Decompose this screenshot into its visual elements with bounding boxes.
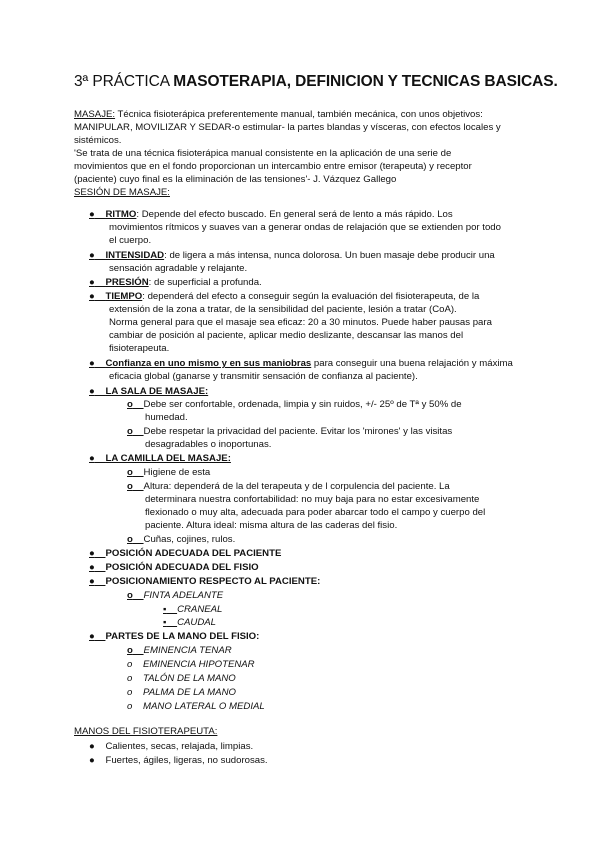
- bullet-glyph: ●: [89, 358, 95, 369]
- intro-line-3: sistémicos.: [74, 135, 122, 146]
- tiempo-line-4: cambiar de posición al paciente, aplicar medio deslizante, descansar las manos del: [109, 330, 464, 341]
- manos-bullet-2-text: Fuertes, ágiles, ligeras, no sudorosas.: [105, 755, 268, 766]
- confianza-text: para conseguir una buena relajación y máxima: [311, 358, 513, 369]
- circle-marker: [127, 426, 144, 437]
- partes-sub-4-text: PALMA DE LA MANO: [143, 687, 236, 698]
- ritmo-label: RITMO: [105, 209, 137, 220]
- camilla-sub-1: [127, 466, 210, 479]
- circle-glyph: o: [127, 399, 133, 410]
- bullet-marker: [89, 562, 105, 573]
- circle-glyph: o: [127, 645, 133, 656]
- bullet-marker: [89, 755, 105, 766]
- camilla-sub-2-line-2: determinara nuestra confortabilidad: no muy baja para no estar excesivamente: [145, 494, 480, 505]
- square-marker: [163, 604, 177, 615]
- bullet-glyph: ●: [89, 562, 95, 573]
- posicion-paciente-item: [89, 547, 281, 560]
- intro-line-2: MANIPULAR, MOVILIZAR Y SEDAR-o estimular- la partes blandas y vísceras, con efectos locales y: [74, 122, 501, 133]
- confianza-line-2: eficacia global (ganarse y transmitir sensación de confianza al paciente).: [109, 371, 418, 382]
- bullet-glyph: ●: [89, 386, 95, 397]
- sala-sub-2: [127, 425, 452, 438]
- bullet-marker: [89, 631, 105, 642]
- manos-bullet-1: [89, 740, 253, 753]
- bullet-glyph: ●: [89, 755, 95, 766]
- circle-glyph: o: [127, 481, 133, 492]
- circle-marker: [127, 687, 143, 698]
- bullet-glyph: ●: [89, 291, 95, 302]
- finta-adelante-text: FINTA ADELANTE: [143, 590, 224, 601]
- bullet-glyph: ●: [89, 741, 95, 752]
- bullet-marker: [89, 291, 105, 302]
- intensidad-line-2: sensación agradable y relajante.: [109, 263, 248, 274]
- partes-sub-3: [127, 672, 236, 685]
- circle-glyph: o: [127, 673, 133, 684]
- circle-glyph: o: [127, 590, 133, 601]
- sala-sub-2-line-2: desagradables o inoportunas.: [145, 439, 272, 450]
- title-prefix: 3ª PRÁCTICA: [74, 73, 174, 90]
- page-title: [74, 73, 558, 91]
- ritmo-line-3: el cuerpo.: [109, 235, 152, 246]
- camilla-sub-2-line-4: paciente. Altura ideal: misma altura de las caderas del fisio.: [145, 520, 398, 531]
- circle-marker: [127, 467, 144, 478]
- partes-sub-4: [127, 686, 236, 699]
- bullet-marker: [89, 386, 105, 397]
- camilla-sub-1-text: Higiene de esta: [143, 467, 211, 478]
- sala-label: LA SALA DE MASAJE:: [105, 386, 209, 397]
- bullet-glyph: ●: [89, 250, 95, 261]
- partes-sub-5-text: MANO LATERAL O MEDIAL: [143, 701, 265, 712]
- craneal-text: CRANEAL: [177, 604, 223, 615]
- bullet-glyph: ●: [89, 277, 95, 288]
- posicionamiento-tert-1: [163, 603, 222, 616]
- circle-glyph: o: [127, 467, 133, 478]
- camilla-sub-2-line-3: flexionado o muy alta, adecuada para poder abarcar todo el campo y cuerpo del: [145, 507, 486, 518]
- partes-item: [89, 630, 259, 643]
- square-marker: [163, 617, 177, 628]
- presion-item: [89, 276, 262, 289]
- intro-text: Técnica fisioterápica preferentemente manual, también mecánica, con unos objetivos:: [115, 109, 483, 120]
- manos-bullet-2: [89, 754, 268, 767]
- circle-glyph: o: [127, 534, 133, 545]
- circle-marker: [127, 399, 144, 410]
- ritmo-text: : Depende del efecto buscado. En general será de lento a más rápido. Los: [136, 209, 453, 220]
- partes-sub-1-text: EMINENCIA TENAR: [143, 645, 232, 656]
- bullet-marker: [89, 250, 105, 261]
- circle-marker: [127, 534, 144, 545]
- bullet-marker: [89, 576, 105, 587]
- partes-sub-2-text: EMINENCIA HIPOTENAR: [143, 659, 255, 670]
- quote-line-3: (paciente) cuyo final es la eliminación de las tensiones'- J. Vázquez Gallego: [74, 174, 397, 185]
- session-heading: SESIÓN DE MASAJE:: [74, 187, 170, 198]
- bullet-marker: [89, 548, 105, 559]
- manos-heading: MANOS DEL FISIOTERAPEUTA:: [74, 726, 218, 737]
- bullet-glyph: ●: [89, 209, 95, 220]
- posicion-fisio-label: POSICIÓN ADECUADA DEL FISIO: [105, 562, 259, 573]
- tiempo-label: TIEMPO: [105, 291, 143, 302]
- tiempo-line-5: fisioterapeuta.: [109, 343, 170, 354]
- masaje-label: MASAJE:: [74, 109, 116, 120]
- sala-item: [89, 385, 208, 398]
- title-bold: MASOTERAPIA, DEFINICION Y TECNICAS BASICAS.: [173, 73, 558, 90]
- circle-marker: [127, 701, 143, 712]
- tiempo-line-3: Norma general para que el masaje sea eficaz: 20 a 30 minutos. Puede haber pausas para: [109, 317, 492, 328]
- manos-bullet-1-text: Calientes, secas, relajada, limpias.: [105, 741, 254, 752]
- intensidad-item: [89, 249, 495, 262]
- tiempo-item: [89, 290, 479, 303]
- camilla-label: LA CAMILLA DEL MASAJE:: [105, 453, 231, 464]
- tiempo-text: : dependerá del efecto a conseguir según la evaluación del fisioterapeuta, de la: [142, 291, 480, 302]
- circle-glyph: o: [127, 426, 133, 437]
- quote-line-2: movimientos que en el fondo proporcionan un intercambio entre emisor (terapeuta) y receptor: [74, 161, 472, 172]
- partes-sub-5: [127, 700, 265, 713]
- circle-marker: [127, 590, 144, 601]
- circle-marker: [127, 659, 143, 670]
- posicionamiento-tert-2: [163, 616, 216, 629]
- circle-marker: [127, 481, 144, 492]
- square-glyph: ▪: [163, 617, 167, 628]
- circle-marker: [127, 673, 143, 684]
- square-glyph: ▪: [163, 604, 167, 615]
- sala-sub-1-line-2: humedad.: [145, 412, 188, 423]
- partes-sub-1: [127, 644, 232, 657]
- circle-marker: [127, 645, 144, 656]
- partes-sub-3-text: TALÓN DE LA MANO: [143, 673, 236, 684]
- posicionamiento-item: [89, 575, 320, 588]
- ritmo-line-2: movimientos rítmicos y suaves van a generar ondas de relajación que se extienden por todo: [109, 222, 501, 233]
- posicion-paciente-label: POSICIÓN ADECUADA DEL PACIENTE: [105, 548, 282, 559]
- caudal-text: CAUDAL: [177, 617, 216, 628]
- intensidad-text: : de ligera a más intensa, nunca dolorosa. Un buen masaje debe producir una: [164, 250, 495, 261]
- presion-text: : de superficial a profunda.: [148, 277, 262, 288]
- camilla-item: [89, 452, 231, 465]
- circle-glyph: o: [127, 687, 133, 698]
- sala-sub-1: [127, 398, 462, 411]
- bullet-glyph: ●: [89, 631, 95, 642]
- circle-glyph: o: [127, 701, 133, 712]
- presion-label: PRESIÓN: [105, 277, 149, 288]
- partes-sub-2: [127, 658, 255, 671]
- bullet-marker: [89, 453, 105, 464]
- bullet-marker: [89, 209, 105, 220]
- intro-line-1: [74, 108, 483, 121]
- posicionamiento-sub-1: [127, 589, 223, 602]
- ritmo-item: [89, 208, 453, 221]
- quote-line-1: 'Se trata de una técnica fisioterápica manual consistente en la aplicación de una serie de: [74, 148, 452, 159]
- confianza-item: [89, 357, 513, 370]
- sala-sub-2-text: Debe respetar la privacidad del paciente. Evitar los 'mirones' y las visitas: [143, 426, 453, 437]
- bullet-glyph: ●: [89, 548, 95, 559]
- bullet-marker: [89, 741, 105, 752]
- partes-label: PARTES DE LA MANO DEL FISIO:: [105, 631, 260, 642]
- camilla-sub-2: [127, 480, 450, 493]
- camilla-sub-3-text: Cuñas, cojines, rulos.: [143, 534, 236, 545]
- intensidad-label: INTENSIDAD: [105, 250, 165, 261]
- bullet-glyph: ●: [89, 453, 95, 464]
- bullet-marker: [89, 277, 105, 288]
- bullet-marker: [89, 358, 105, 369]
- posicionamiento-label: POSICIONAMIENTO RESPECTO AL PACIENTE:: [105, 576, 321, 587]
- confianza-label: Confianza en uno mismo y en sus maniobras: [105, 358, 312, 369]
- camilla-sub-3: [127, 533, 235, 546]
- tiempo-line-2: extensión de la zona a tratar, de la sensibilidad del paciente, lesión a tratar (CoA).: [109, 304, 457, 315]
- circle-glyph: o: [127, 659, 133, 670]
- camilla-sub-2-text: Altura: dependerá de la del terapeuta y de l corpulencia del paciente. La: [143, 481, 450, 492]
- bullet-glyph: ●: [89, 576, 95, 587]
- sala-sub-1-text: Debe ser confortable, ordenada, limpia y sin ruidos, +/- 25º de Tª y 50% de: [143, 399, 462, 410]
- posicion-fisio-item: [89, 561, 259, 574]
